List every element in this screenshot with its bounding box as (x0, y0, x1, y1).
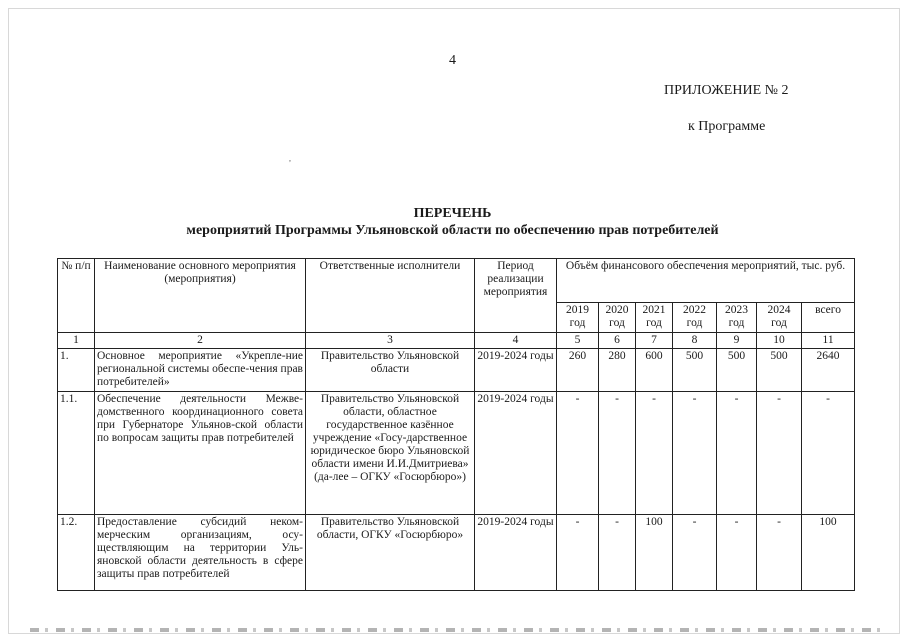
column-number: 11 (802, 333, 855, 349)
row-value: 500 (717, 349, 757, 392)
document-title: ПЕРЕЧЕНЬ (413, 206, 492, 221)
column-number: 2 (95, 333, 306, 349)
row-value: - (599, 392, 636, 515)
row-value: 100 (636, 515, 673, 591)
header-year: 2021 год (636, 303, 673, 333)
column-number: 6 (599, 333, 636, 349)
row-total: 100 (802, 515, 855, 591)
column-number: 9 (717, 333, 757, 349)
row-value: 280 (599, 349, 636, 392)
row-value: - (757, 392, 802, 515)
column-number: 5 (557, 333, 599, 349)
row-name: Предоставление субсидий неком-мерческим организациям, осу-ществляющим на территории Уль-яновской области деятельность в сфере защиты прав потребителей (95, 515, 306, 591)
row-value: 500 (673, 349, 717, 392)
row-period: 2019-2024 годы (475, 392, 557, 515)
row-value: - (673, 515, 717, 591)
table-row (58, 515, 855, 591)
column-number: 7 (636, 333, 673, 349)
row-value: 260 (557, 349, 599, 392)
row-value: - (673, 392, 717, 515)
document-subtitle: мероприятий Программы Ульяновской области по обеспечению прав потребителей (186, 223, 719, 238)
scan-speck: , (289, 154, 291, 163)
row-value: 600 (636, 349, 673, 392)
appendix-title: ПРИЛОЖЕНИЕ № 2 (664, 83, 789, 98)
page-number: 4 (449, 53, 456, 68)
row-value: - (717, 392, 757, 515)
row-name: Основное мероприятие «Укрепле-ние региональной системы обеспе-чения прав потребителей» (95, 349, 306, 392)
scan-artifact (30, 628, 885, 632)
column-number: 8 (673, 333, 717, 349)
row-value: - (636, 392, 673, 515)
header-total: всего (802, 303, 855, 333)
row-executors: Правительство Ульяновской области (306, 349, 475, 392)
header-funding: Объём финансового обеспечения мероприятий, тыс. руб. (557, 259, 855, 303)
row-value: - (717, 515, 757, 591)
row-value: 500 (757, 349, 802, 392)
header-num: № п/п (58, 259, 95, 333)
row-period: 2019-2024 годы (475, 349, 557, 392)
column-number: 10 (757, 333, 802, 349)
row-value: - (557, 392, 599, 515)
column-number: 3 (306, 333, 475, 349)
header-year: 2019 год (557, 303, 599, 333)
table-row (58, 349, 855, 392)
header-year: 2024 год (757, 303, 802, 333)
row-num: 1. (58, 349, 95, 392)
row-value: - (757, 515, 802, 591)
header-name: Наименование основного мероприятия (мероприятия) (95, 259, 306, 333)
column-number: 4 (475, 333, 557, 349)
row-executors: Правительство Ульяновской области, областное государственное казённое учреждение «Госу-дарственное юридическое бюро Ульяновской области имени И.И.Дмитриева» (да-лее – ОГКУ «Госюрбюро») (306, 392, 475, 515)
row-total: - (802, 392, 855, 515)
row-value: - (599, 515, 636, 591)
row-period: 2019-2024 годы (475, 515, 557, 591)
row-num: 1.1. (58, 392, 95, 515)
header-executors: Ответственные исполнители (306, 259, 475, 333)
header-year: 2022 год (673, 303, 717, 333)
header-year: 2023 год (717, 303, 757, 333)
header-year: 2020 год (599, 303, 636, 333)
row-num: 1.2. (58, 515, 95, 591)
row-executors: Правительство Ульяновской области, ОГКУ «Госюрбюро» (306, 515, 475, 591)
appendix-subtitle: к Программе (688, 119, 766, 134)
row-value: - (557, 515, 599, 591)
column-number: 1 (58, 333, 95, 349)
row-total: 2640 (802, 349, 855, 392)
header-period: Период реализации мероприятия (475, 259, 557, 333)
measures-table (57, 258, 855, 591)
row-name: Обеспечение деятельности Межве-домственного координационного совета при Губернаторе Ульянов-ской области по вопросам защиты прав потребителей (95, 392, 306, 515)
table-row (58, 392, 855, 515)
